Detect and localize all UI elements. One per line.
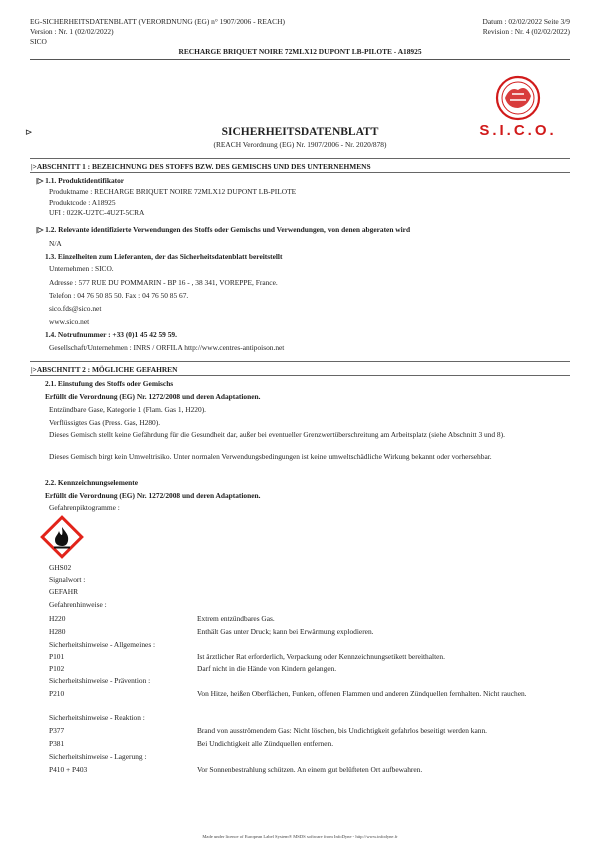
- supplier-website[interactable]: www.sico.net: [49, 317, 90, 326]
- statement-text: Darf nicht in die Hände von Kindern gelangen.: [197, 664, 337, 673]
- statement-text: Ist ärztlicher Rat erforderlich, Verpackung oder Kennzeichnungsetikett bereithalten.: [197, 652, 445, 661]
- footer-credit: Made under licence of European Label System® MSDS software from InfoDyne - http://www.infodyne.fr: [202, 834, 398, 839]
- section-2-heading: |>ABSCHNITT 2 : MÖGLICHE GEFAHREN: [31, 365, 178, 374]
- regulation-note-1: Erfüllt die Verordnung (EG) Nr. 1272/2008 und deren Adaptationen.: [45, 392, 261, 401]
- header-divider: [30, 59, 570, 60]
- statement-text: Enthält Gas unter Druck; kann bei Erwärmung explodieren.: [197, 627, 374, 636]
- header-version: Version : Nr. 1 (02/02/2022): [30, 27, 114, 36]
- emergency-contact: Gesellschaft/Unternehmen : INRS / ORFILA http://www.centres-antipoison.net: [49, 343, 285, 352]
- flame-hazard-icon: [40, 515, 84, 559]
- section-1-underline: [30, 172, 570, 173]
- statement-text: Von Hitze, heißen Oberflächen, Funken, offenen Flammen und anderen Zündquellen fernhalten. Nicht rauchen.: [197, 689, 527, 698]
- classification-2: Verflüssigtes Gas (Press. Gas, H280).: [49, 418, 161, 427]
- supplier-address: Adresse : 577 RUE DU POMMARIN - BP 16 - , 38 341, VOREPPE, France.: [49, 278, 278, 287]
- subsection-1-2: |▷ 1.2. Relevante identifizierte Verwendungen des Stoffs oder Gemischs und Verwendungen, von denen abgeraten wird: [36, 225, 411, 234]
- classification-1: Entzündbare Gase, Kategorie 1 (Flam. Gas 1, H220).: [49, 405, 207, 414]
- precaution-prevention-label: Sicherheitshinweise - Prävention :: [49, 676, 151, 685]
- subsection-1-1: |▷ 1.1. Produktidentifikator: [36, 176, 125, 185]
- statement-code: P377: [49, 726, 65, 735]
- uses-value: N/A: [49, 239, 62, 248]
- hazard-statements-label: Gefahrenhinweise :: [49, 600, 107, 609]
- section-1-divider: [30, 158, 570, 159]
- section-2-divider: [30, 361, 570, 362]
- product-name: Produktname : RECHARGE BRIQUET NOIRE 72MLX12 DUPONT LB-PILOTE: [49, 187, 297, 196]
- precaution-general-label: Sicherheitshinweise - Allgemeines :: [49, 640, 156, 649]
- header-revision: Revision : Nr. 4 (02/02/2022): [482, 27, 570, 36]
- signal-word-label: Signalwort :: [49, 575, 86, 584]
- logo-text: S.I.C.O.: [479, 122, 557, 139]
- supplier-email[interactable]: sico.fds@sico.net: [49, 304, 102, 313]
- statement-code: P101: [49, 652, 65, 661]
- statement-code: P381: [49, 739, 65, 748]
- statement-code: P410 + P403: [49, 765, 88, 774]
- precaution-storage-label: Sicherheitshinweise - Lagerung :: [49, 752, 147, 761]
- health-note: Dieses Gemisch stellt keine Gefährdung für die Gesundheit dar, außer bei eventueller Grenzwertüberschreitung am Arbeitsplatz (siehe Abschnitt 3 und 8).: [49, 430, 505, 439]
- ghs-code: GHS02: [49, 563, 72, 572]
- pictogram-label: Gefahrenpiktogramme :: [49, 503, 120, 512]
- regulation-note-2: Erfüllt die Verordnung (EG) Nr. 1272/2008 und deren Adaptationen.: [45, 491, 261, 500]
- statement-text: Vor Sonnenbestrahlung schützen. An einem gut belüfteten Ort aufbewahren.: [197, 765, 423, 774]
- product-code: Produktcode : A18925: [49, 198, 116, 207]
- product-ufi: UFI : 022K-U2TC-4U2T-5CRA: [49, 208, 145, 217]
- flag-icon: ⊳: [25, 127, 33, 137]
- statement-code: H280: [49, 627, 66, 636]
- subsection-2-1: 2.1. Einstufung des Stoffs oder Gemischs: [45, 379, 174, 388]
- subsection-1-4: 1.4. Notrufnummer : +33 (0)1 45 42 59 59.: [45, 330, 177, 339]
- header-product: RECHARGE BRIQUET NOIRE 72MLX12 DUPONT LB-PILOTE - A18925: [178, 47, 422, 56]
- statement-text: Extrem entzündbares Gas.: [197, 614, 275, 623]
- precaution-reaction-label: Sicherheitshinweise - Reaktion :: [49, 713, 145, 722]
- statement-code: P102: [49, 664, 65, 673]
- statement-text: Bei Undichtigkeit alle Zündquellen entfernen.: [197, 739, 334, 748]
- statement-code: H220: [49, 614, 66, 623]
- subsection-2-2: 2.2. Kennzeichnungselemente: [45, 478, 138, 487]
- header-regulation: EG-SICHERHEITSDATENBLATT (VERORDNUNG (EG) n° 1907/2006 - REACH): [30, 17, 285, 26]
- page-subtitle: (REACH Verordnung (EG) Nr. 1907/2006 - Nr. 2020/878): [213, 140, 387, 149]
- environment-note: Dieses Gemisch birgt kein Umweltrisiko. Unter normalen Verwendungsbedingungen ist keine umweltschädliche Wirkung bekannt oder vorhersehbar.: [49, 452, 492, 461]
- subsection-1-3: 1.3. Einzelheiten zum Lieferanten, der das Sicherheitsdatenblatt bereitstellt: [45, 252, 283, 261]
- statement-code: P210: [49, 689, 65, 698]
- section-1-heading: |>ABSCHNITT 1 : BEZEICHNUNG DES STOFFS BZW. DES GEMISCHS UND DES UNTERNEHMENS: [31, 162, 371, 171]
- header-company: SICO: [30, 37, 47, 46]
- page-title: SICHERHEITSDATENBLATT: [221, 126, 379, 138]
- signal-word: GEFAHR: [49, 587, 79, 596]
- section-2-underline: [30, 375, 570, 376]
- statement-text: Brand von ausströmendem Gas: Nicht löschen, bis Undichtigkeit gefahrlos beseitigt werden kann.: [197, 726, 488, 735]
- supplier-phone-fax: Telefon : 04 76 50 85 50. Fax : 04 76 50 85 67.: [49, 291, 189, 300]
- header-date-page: Datum : 02/02/2022 Seite 3/9: [482, 17, 570, 26]
- supplier-company: Unternehmen : SICO.: [49, 264, 114, 273]
